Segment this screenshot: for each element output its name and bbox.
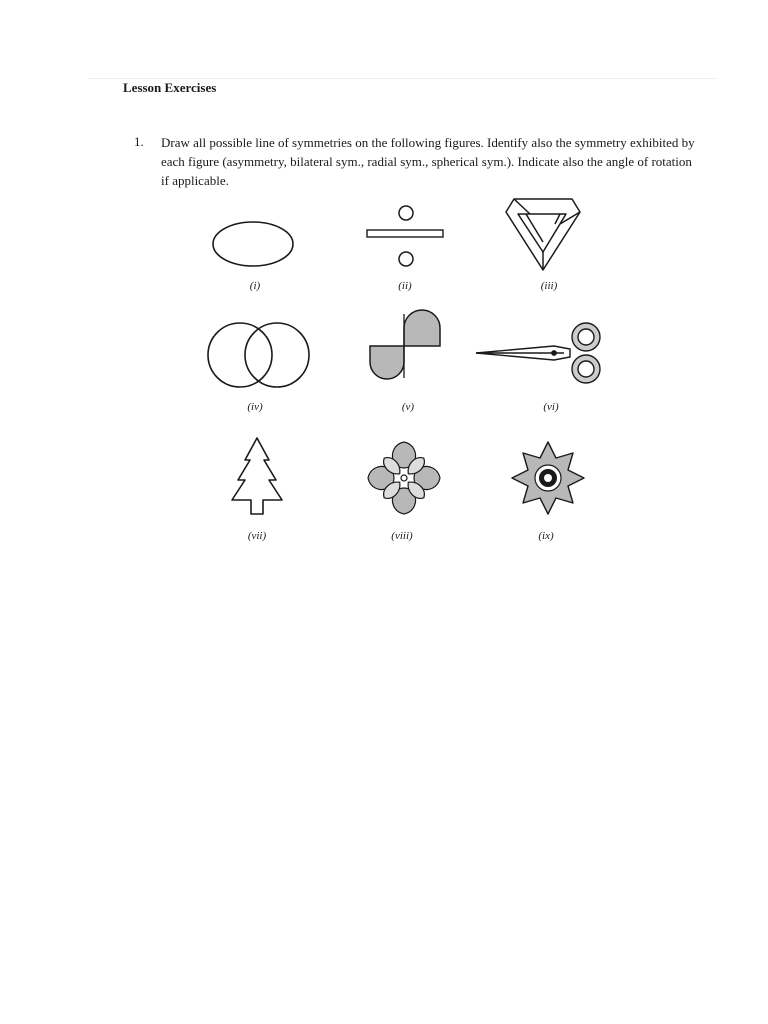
page-heading: Lesson Exercises [123,80,217,95]
figure-ornamental-flower [364,438,444,518]
figure-overlapping-circles [203,318,315,394]
question-number: 1. [134,134,144,149]
figure-eight-petal-flower [508,438,588,518]
figure-label-vii: (vii) [247,530,267,542]
figure-pine-tree [224,434,290,518]
figure-label-viii: (viii) [391,530,413,542]
figure-label-iv: (iv) [247,401,263,413]
figure-label-i: (i) [249,280,261,292]
figure-label-ix: (ix) [538,530,554,542]
figure-scissors [472,320,610,386]
figure-division-sign [362,198,448,274]
figure-impossible-triangle [500,194,586,276]
figure-ellipse [208,218,298,272]
figure-half-circles [364,310,444,382]
question-text: Draw all possible line of symmetries on the following figures. Identify also the symmetry exhibited by each figure (asymmetry, bilateral sym., radial sym., spherical sym.). Indicate also the angle of rotation if applicable. [161,135,695,188]
top-divider [88,78,718,79]
figure-label-vi: (vi) [543,401,559,413]
figure-label-iii: (iii) [540,280,558,292]
figure-label-v: (v) [401,401,415,413]
figure-label-ii: (ii) [398,280,412,292]
